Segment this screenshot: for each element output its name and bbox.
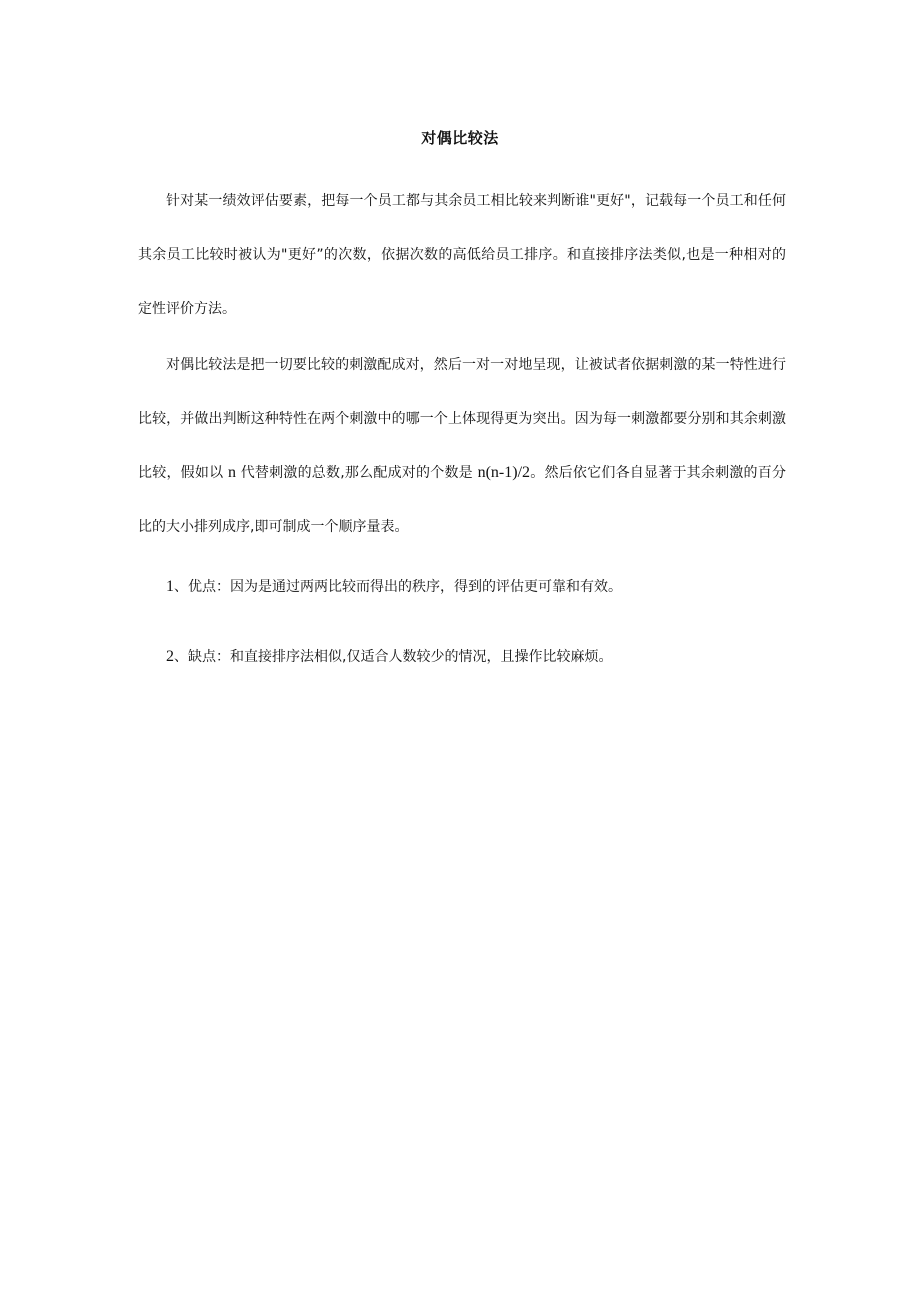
paragraph-method xyxy=(138,338,786,554)
pair-count-formula: n(n-1)/2 xyxy=(477,464,531,481)
list-item-number: 1 xyxy=(166,578,174,595)
list-item-number: 2 xyxy=(166,648,174,665)
list-item-text: 、缺点：和直接排序法相似,仅适合人数较少的情况，且操作比较麻烦。 xyxy=(174,649,613,665)
list-item-text: 、优点：因为是通过两两比较而得出的秩序，得到的评估更可靠和有效。 xyxy=(174,579,622,595)
document-title: 对偶比较法 xyxy=(421,129,499,147)
paragraph-method-text-2: 代替刺激的总数,那么配成对的个数是 xyxy=(240,465,473,481)
paragraph-definition: 针对某一绩效评估要素，把每一个员工都与其余员工相比较来判断谁"更好"，记载每一个员工和任何其余员工比较时被认为"更好”的次数，依据次数的高低给员工排序。和直接排序法类似,也是一种相对的定性评价方法。 xyxy=(138,193,786,317)
variable-n: n xyxy=(228,464,237,481)
list-item-advantage xyxy=(138,560,786,614)
paragraph-method-text-3: 。然后依它们各自显著于其余刺激的百分比的大小排列成序,即可制成一个顺序量表。 xyxy=(138,465,787,535)
paragraph-method-text-1: 对偶比较法是把一切要比较的刺激配成对，然后一对一对地呈现，让被试者依据刺激的某一特性进行比较，并做出判断这种特性在两个刺激中的哪一个上体现得更为突出。因为每一刺激都要分别和其余刺激比较，假如以 xyxy=(138,357,786,481)
list-item-disadvantage xyxy=(138,630,786,684)
